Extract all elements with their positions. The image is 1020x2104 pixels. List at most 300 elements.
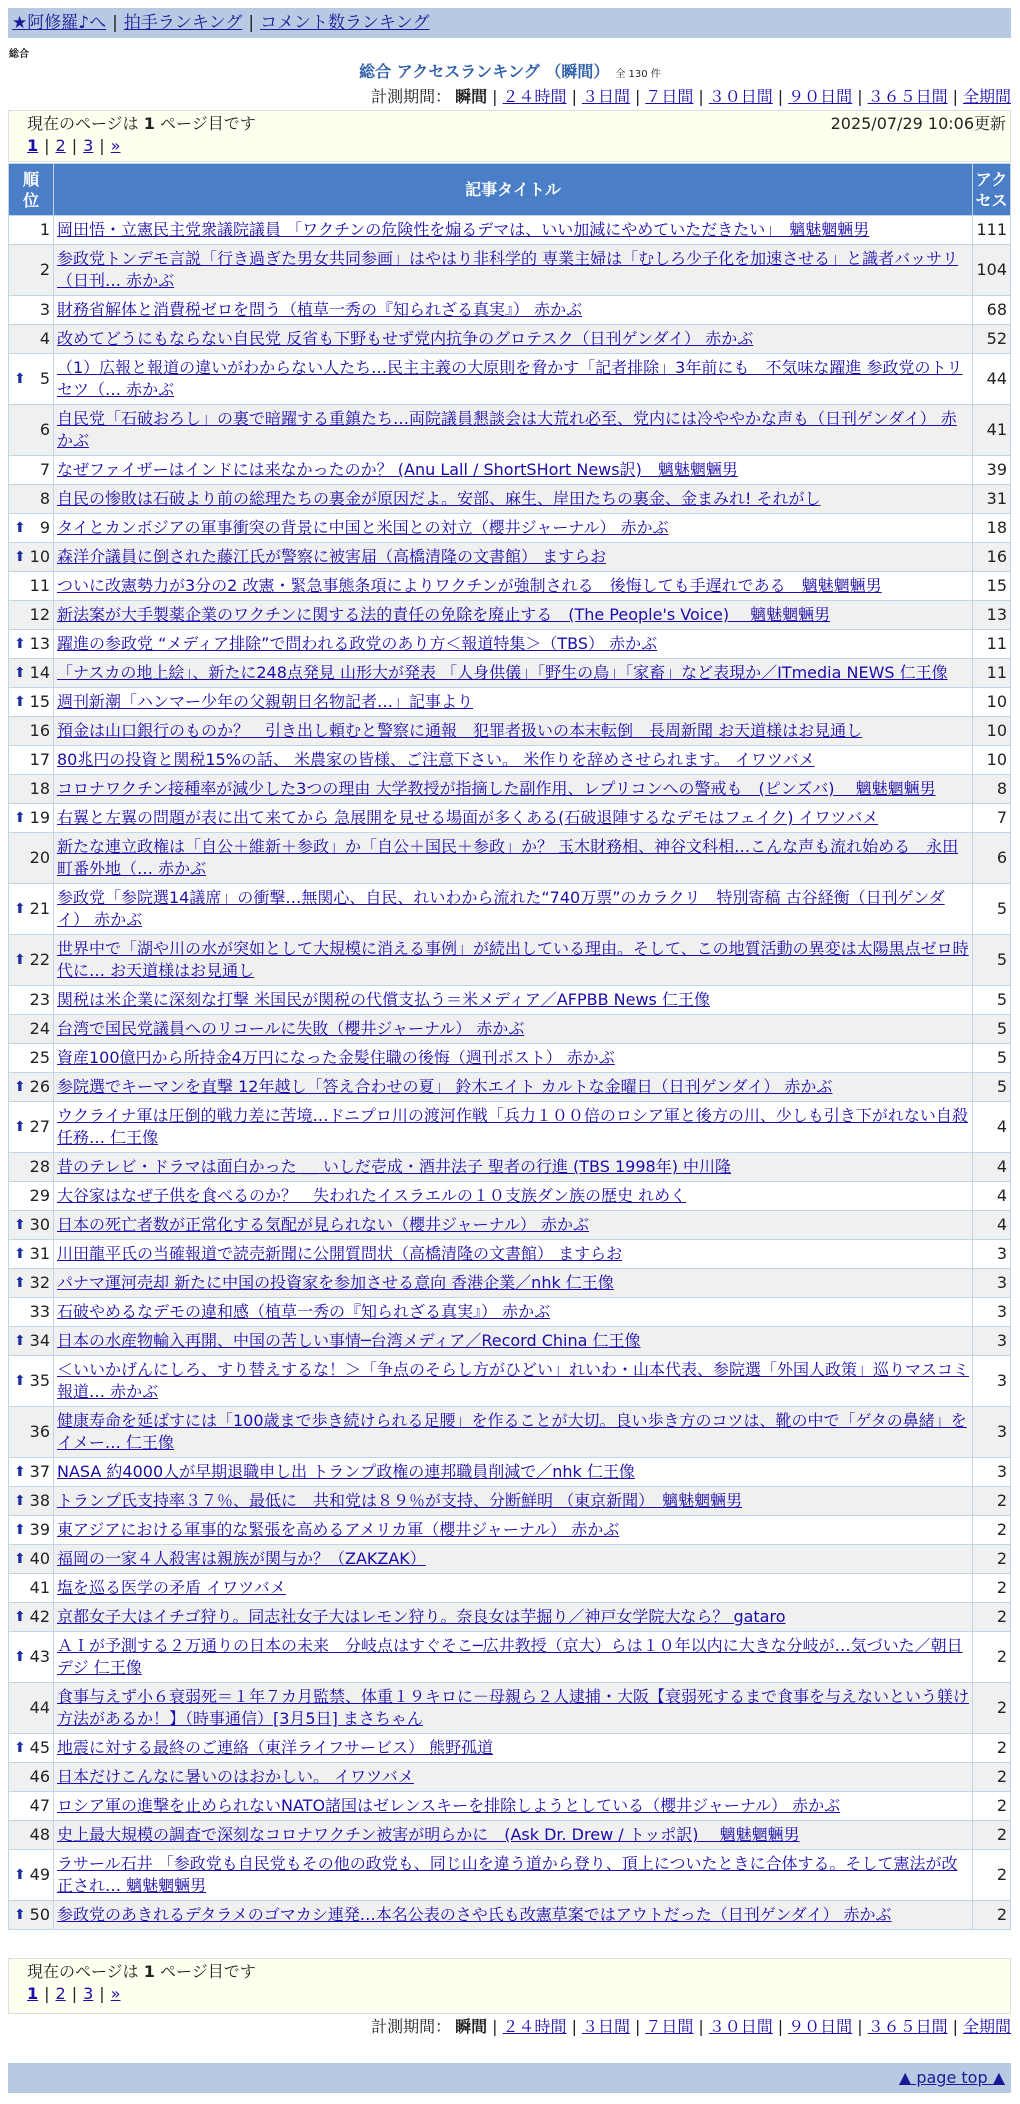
article-link[interactable]: 週刊新潮「ハンマー少年の父親朝日名物記者…」記事より bbox=[57, 692, 474, 711]
access-count: 2 bbox=[973, 1763, 1011, 1792]
title-cell bbox=[54, 746, 973, 775]
table-row bbox=[9, 1240, 1011, 1269]
up-arrow-icon: ⬆ bbox=[14, 1079, 26, 1095]
rank-cell bbox=[9, 1632, 54, 1683]
rank-cell bbox=[9, 1545, 54, 1574]
article-link[interactable]: （1）広報と報道の違いがわからない人たち…民主主義の大原則を脅かす「記者排除」3年前にも 不気味な躍進 参政党のトリセツ（… 赤かぶ bbox=[57, 358, 963, 399]
rank-number: 34 bbox=[29, 1331, 50, 1350]
title-cell bbox=[54, 1298, 973, 1327]
rank-number: 32 bbox=[29, 1273, 50, 1292]
rank-number: 4 bbox=[39, 329, 50, 348]
rank-cell bbox=[9, 296, 54, 325]
article-link[interactable]: 関税は米企業に深刻な打撃 米国民が関税の代償支払う＝米メディア／AFPBB News 仁王像 bbox=[57, 990, 710, 1009]
access-count: 3 bbox=[973, 1356, 1011, 1407]
article-link[interactable]: 預金は山口銀行のものか？ 引き出し頼むと警察に通報 犯罪者扱いの本末転倒 長周新聞 お天道様はお見通し bbox=[57, 721, 863, 740]
rank-number: 43 bbox=[29, 1647, 50, 1666]
title-cell bbox=[54, 1153, 973, 1182]
article-link[interactable]: 80兆円の投資と関税15%の話、 米農家の皆様、ご注意下さい。 米作りを辞めさせられます。 イワツバメ bbox=[57, 750, 815, 769]
period-link[interactable]: ９０日間 bbox=[788, 2017, 853, 2036]
article-link[interactable]: 自民党「石破おろし」の裏で暗躍する重鎮たち…両院議員懇談会は大荒れ必至、党内には冷ややかな声も（日刊ゲンダイ） 赤かぶ bbox=[57, 409, 957, 450]
access-count: 10 bbox=[973, 717, 1011, 746]
article-link[interactable]: 地震に対する最終のご連絡（東洋ライフサービス） 熊野孤道 bbox=[57, 1738, 494, 1757]
period-link[interactable]: ３０日間 bbox=[708, 2017, 773, 2036]
table-row bbox=[9, 1356, 1011, 1407]
period-separator: | bbox=[777, 2017, 784, 2036]
table-row bbox=[9, 572, 1011, 601]
article-link[interactable]: ラサール石井 「参政党も自民党もその他の政党も、同じ山を違う道から登り、頂上についたときに合体する。そして憲法が改正され… 魑魅魍魎男 bbox=[57, 1854, 958, 1895]
bottom-bar bbox=[8, 2063, 1011, 2093]
title-cell bbox=[54, 935, 973, 986]
access-count: 44 bbox=[973, 354, 1011, 405]
rank-number: 17 bbox=[29, 750, 50, 769]
rank-cell bbox=[9, 1356, 54, 1407]
rank-number: 28 bbox=[29, 1157, 50, 1176]
period-label: 計測期間： bbox=[371, 87, 452, 106]
rank-number: 8 bbox=[39, 489, 50, 508]
period-link[interactable]: 全期間 bbox=[962, 87, 1011, 106]
title-cell bbox=[54, 1850, 973, 1901]
title-cell bbox=[54, 216, 973, 245]
access-count: 5 bbox=[973, 1015, 1011, 1044]
period-link[interactable]: ７日間 bbox=[645, 2017, 694, 2036]
page-top-link[interactable]: ▲ page top ▲ bbox=[898, 2068, 1005, 2087]
rank-number: 42 bbox=[29, 1607, 50, 1626]
period-link[interactable]: ３６５日間 bbox=[867, 87, 948, 106]
category-label: 総合 bbox=[9, 49, 29, 60]
title-cell bbox=[54, 1356, 973, 1407]
ranking-table bbox=[8, 163, 1011, 1930]
rank-cell bbox=[9, 354, 54, 405]
title-cell bbox=[54, 601, 973, 630]
article-link[interactable]: 「ナスカの地上絵」、新たに248点発見 山形大が発表 「人身供儀」「野生の鳥」「家畜」など表現か／ITmedia NEWS 仁王像 bbox=[57, 663, 948, 682]
article-link[interactable]: ロシア軍の進撃を止められないNATO諸国はゼレンスキーを排除しようとしている（櫻井ジャーナル） 赤かぶ bbox=[57, 1796, 841, 1815]
period-link[interactable]: ７日間 bbox=[645, 87, 694, 106]
table-row bbox=[9, 514, 1011, 543]
table-row bbox=[9, 296, 1011, 325]
title-cell bbox=[54, 514, 973, 543]
title-cell bbox=[54, 1632, 973, 1683]
rank-cell bbox=[9, 1603, 54, 1632]
rank-number: 7 bbox=[39, 460, 50, 479]
access-count: 2 bbox=[973, 1821, 1011, 1850]
rank-cell bbox=[9, 485, 54, 514]
current-page-text: 現在のページは 1 ページ目です bbox=[27, 114, 256, 133]
rank-number: 1 bbox=[39, 220, 50, 239]
rank-cell bbox=[9, 1487, 54, 1516]
table-row bbox=[9, 1102, 1011, 1153]
title-cell bbox=[54, 1683, 973, 1734]
title-cell bbox=[54, 1073, 973, 1102]
access-count: 52 bbox=[973, 325, 1011, 354]
table-row bbox=[9, 1211, 1011, 1240]
rank-cell bbox=[9, 833, 54, 884]
access-count: 3 bbox=[973, 1240, 1011, 1269]
period-link[interactable]: 全期間 bbox=[962, 2017, 1011, 2036]
article-link[interactable]: トランプ氏支持率３７％、最低に 共和党は８９％が支持、分断鮮明 （東京新聞） 魑魅魍魎男 bbox=[57, 1491, 743, 1510]
title-cell bbox=[54, 485, 973, 514]
table-row bbox=[9, 1792, 1011, 1821]
rank-number: 11 bbox=[29, 576, 50, 595]
table-row bbox=[9, 1298, 1011, 1327]
article-link[interactable]: 塩を巡る医学の矛盾 イワツバメ bbox=[57, 1578, 286, 1597]
article-link[interactable]: 食事与えず小６衰弱死＝１年７カ月監禁、体重１９キロに－母親ら２人逮捕・大阪【衰弱死するまで食事を与えないという躾け方法があるか！】（時事通信）[3月5日] まさちゃん bbox=[57, 1687, 970, 1728]
rank-number: 38 bbox=[29, 1491, 50, 1510]
rank-number: 49 bbox=[29, 1865, 50, 1884]
table-row bbox=[9, 325, 1011, 354]
up-arrow-icon: ⬆ bbox=[14, 1464, 26, 1480]
rank-number: 45 bbox=[29, 1738, 50, 1757]
title-cell bbox=[54, 1487, 973, 1516]
rank-cell bbox=[9, 1683, 54, 1734]
table-row bbox=[9, 986, 1011, 1015]
table-row bbox=[9, 485, 1011, 514]
article-link[interactable]: 岡田悟・立憲民主党衆議院議員 「ワクチンの危険性を煽るデマは、いい加減にやめていただきたい」 魑魅魍魎男 bbox=[57, 220, 870, 239]
next-page-link[interactable]: » bbox=[110, 1984, 121, 2003]
title-cell bbox=[54, 1516, 973, 1545]
title-cell bbox=[54, 1901, 973, 1930]
title-cell bbox=[54, 1211, 973, 1240]
rank-cell bbox=[9, 775, 54, 804]
rank-number: 21 bbox=[29, 899, 50, 918]
table-row bbox=[9, 1683, 1011, 1734]
period-selector-bottom bbox=[371, 2016, 1011, 2038]
period-separator: | bbox=[571, 2017, 577, 2036]
rank-number: 14 bbox=[29, 663, 50, 682]
table-row bbox=[9, 833, 1011, 884]
rank-cell bbox=[9, 216, 54, 245]
table-row bbox=[9, 405, 1011, 456]
page-link[interactable]: 3 bbox=[83, 1984, 94, 2003]
col-title-header: 記事タイトル bbox=[54, 164, 973, 216]
article-link[interactable]: パナマ運河売却 新たに中国の投資家を参加させる意向 香港企業／nhk 仁王像 bbox=[57, 1273, 614, 1292]
article-link[interactable]: 参政党トンデモ言説「行き過ぎた男女共同参画」はやはり非科学的 専業主婦は「むしろ少子化を加速させる」と識者バッサリ（日刊… 赤かぶ bbox=[57, 249, 959, 290]
table-row bbox=[9, 1153, 1011, 1182]
title-cell bbox=[54, 688, 973, 717]
access-count: 4 bbox=[973, 1102, 1011, 1153]
access-count: 3 bbox=[973, 1407, 1011, 1458]
next-page-link[interactable]: » bbox=[110, 136, 121, 155]
period-active: 瞬間 bbox=[455, 2017, 488, 2036]
rank-number: 6 bbox=[39, 420, 50, 439]
table-row bbox=[9, 659, 1011, 688]
rank-cell bbox=[9, 935, 54, 986]
rank-number: 9 bbox=[39, 518, 50, 537]
table-row bbox=[9, 688, 1011, 717]
page-link[interactable]: 2 bbox=[55, 1984, 66, 2003]
rank-number: 16 bbox=[29, 721, 50, 740]
article-link[interactable]: 改めてどうにもならない自民党 反省も下野もせず党内抗争のグロテスク（日刊ゲンダイ） 赤かぶ bbox=[57, 329, 754, 348]
access-count: 2 bbox=[973, 1632, 1011, 1683]
rank-number: 19 bbox=[29, 808, 50, 827]
table-row bbox=[9, 1545, 1011, 1574]
period-separator: | bbox=[857, 2017, 863, 2036]
access-count: 3 bbox=[973, 1269, 1011, 1298]
article-link[interactable]: 資産100億円から所持金4万円になった金髪住職の後悔（週刊ポスト） 赤かぶ bbox=[57, 1048, 615, 1067]
up-arrow-icon: ⬆ bbox=[14, 665, 26, 681]
rank-number: 24 bbox=[29, 1019, 50, 1038]
article-link[interactable]: 新法案が大手製薬企業のワクチンに関する法的責任の免除を廃止する (The People's Voice) 魑魅魍魎男 bbox=[57, 605, 831, 624]
home-link[interactable]: ★阿修羅♪へ bbox=[12, 13, 107, 33]
article-link[interactable]: コロナワクチン接種率が減少した3つの理由 大学教授が指摘した副作用、レプリコンへの警戒も (ピンズバ) 魑魅魍魎男 bbox=[57, 779, 936, 798]
ranking-rows bbox=[9, 216, 1011, 1930]
access-count: 104 bbox=[973, 245, 1011, 296]
article-link[interactable]: 新たな連立政権は「自公＋維新＋参政」か「自公＋国民＋参政」か？ 玉木財務相、神谷文科相…こんな声も流れ始める 永田町番外地（… 赤かぶ bbox=[57, 837, 959, 878]
article-link[interactable]: 福岡の一家４人殺害は親族が関与か？（ZAKZAK） bbox=[57, 1549, 426, 1568]
period-separator: | bbox=[952, 87, 958, 106]
up-arrow-icon: ⬆ bbox=[14, 694, 26, 710]
title-cell bbox=[54, 659, 973, 688]
rank-cell bbox=[9, 1327, 54, 1356]
up-arrow-icon: ⬆ bbox=[14, 1493, 26, 1509]
rank-cell bbox=[9, 1015, 54, 1044]
table-row bbox=[9, 717, 1011, 746]
page-separator: | bbox=[99, 136, 105, 155]
access-count: 7 bbox=[973, 804, 1011, 833]
period-link[interactable]: ３日間 bbox=[581, 87, 630, 106]
period-separator: | bbox=[571, 87, 577, 106]
title-cell bbox=[54, 986, 973, 1015]
page-info-bottom bbox=[8, 1958, 1011, 2014]
title-cell bbox=[54, 1407, 973, 1458]
rank-cell bbox=[9, 514, 54, 543]
comment-ranking-link[interactable]: コメント数ランキング bbox=[260, 13, 430, 33]
article-link[interactable]: NASA 約4000人が早期退職申し出 トランプ政権の連邦職員削減で／nhk 仁王像 bbox=[57, 1462, 635, 1481]
access-count: 41 bbox=[973, 405, 1011, 456]
article-link[interactable]: タイとカンボジアの軍事衝突の背景に中国と米国との対立（櫻井ジャーナル） 赤かぶ bbox=[57, 518, 669, 537]
up-arrow-icon: ⬆ bbox=[14, 1740, 26, 1756]
rank-cell bbox=[9, 1458, 54, 1487]
pager-top bbox=[27, 135, 992, 157]
article-link[interactable]: 日本の水産物輸入再開、中国の苦しい事情─台湾メディア／Record China 仁王像 bbox=[57, 1331, 641, 1350]
rank-cell bbox=[9, 1298, 54, 1327]
access-count: 16 bbox=[973, 543, 1011, 572]
table-row bbox=[9, 775, 1011, 804]
rank-number: 37 bbox=[29, 1462, 50, 1481]
article-link[interactable]: 石破やめるなデモの違和感（植草一秀の『知られざる真実』） 赤かぶ bbox=[57, 1302, 551, 1321]
table-row bbox=[9, 1632, 1011, 1683]
up-arrow-icon: ⬆ bbox=[14, 1551, 26, 1567]
access-count: 3 bbox=[973, 1458, 1011, 1487]
period-link[interactable]: ３日間 bbox=[581, 2017, 630, 2036]
rank-number: 33 bbox=[29, 1302, 50, 1321]
page-separator: | bbox=[44, 1984, 50, 2003]
rank-number: 47 bbox=[29, 1796, 50, 1815]
period-separator: | bbox=[492, 87, 498, 106]
access-count: 111 bbox=[973, 216, 1011, 245]
rank-number: 13 bbox=[29, 634, 50, 653]
rank-cell bbox=[9, 659, 54, 688]
access-count: 5 bbox=[973, 935, 1011, 986]
access-count: 13 bbox=[973, 601, 1011, 630]
page-link-current[interactable]: 1 bbox=[27, 1984, 39, 2003]
total-count: 全 130 件 bbox=[615, 69, 661, 80]
access-count: 68 bbox=[973, 296, 1011, 325]
table-row bbox=[9, 1763, 1011, 1792]
rank-number: 39 bbox=[29, 1520, 50, 1539]
article-link[interactable]: ＜いいかげんにしろ、すり替えするな！＞「争点のそらし方がひどい」れいわ・山本代表、参院選「外国人政策」巡りマスコミ報道… 赤かぶ bbox=[57, 1360, 970, 1401]
rank-cell bbox=[9, 1574, 54, 1603]
table-row bbox=[9, 354, 1011, 405]
rank-cell bbox=[9, 1240, 54, 1269]
rank-cell bbox=[9, 1821, 54, 1850]
pager-bottom bbox=[27, 1983, 992, 2005]
period-label: 計測期間： bbox=[371, 2017, 452, 2036]
access-count: 39 bbox=[973, 456, 1011, 485]
article-link[interactable]: 昔のテレビ・ドラマは面白かった ＿ いしだ壱成・酒井法子 聖者の行進 (TBS 1998年) 中川隆 bbox=[57, 1157, 732, 1176]
table-row bbox=[9, 804, 1011, 833]
up-arrow-icon: ⬆ bbox=[14, 952, 26, 968]
rank-cell bbox=[9, 543, 54, 572]
period-link[interactable]: ３０日間 bbox=[708, 87, 773, 106]
access-count: 4 bbox=[973, 1211, 1011, 1240]
article-link[interactable]: ウクライナ軍は圧倒的戦力差に苦境…ドニプロ川の渡河作戦「兵力１００倍のロシア軍と後方の川、少しも引き下がれない自殺任務… 仁王像 bbox=[57, 1106, 968, 1147]
title-cell bbox=[54, 1458, 973, 1487]
access-count: 2 bbox=[973, 1516, 1011, 1545]
up-arrow-icon: ⬆ bbox=[14, 1246, 26, 1262]
table-row bbox=[9, 1901, 1011, 1930]
up-arrow-icon: ⬆ bbox=[14, 1907, 26, 1923]
access-count: 10 bbox=[973, 688, 1011, 717]
rank-cell bbox=[9, 601, 54, 630]
title-cell bbox=[54, 1545, 973, 1574]
rank-number: 50 bbox=[29, 1905, 50, 1924]
title-cell bbox=[54, 1763, 973, 1792]
rank-cell bbox=[9, 688, 54, 717]
article-link[interactable]: なぜファイザーはインドには来なかったのか？ (Anu Lall / ShortSHort News訳) 魑魅魍魎男 bbox=[57, 460, 738, 479]
article-link[interactable]: 大谷家はなぜ子供を食べるのか？ 失われたイスラエルの１０支族ダン族の歴史 れめく bbox=[57, 1186, 687, 1205]
article-link[interactable]: 健康寿命を延ばすには「100歳まで歩き続けられる足腰」を作ることが大切。良い歩き方のコツは、靴の中で「ゲタの鼻緒」をイメー… 仁王像 bbox=[57, 1411, 967, 1452]
current-page-text: 現在のページは 1 ページ目です bbox=[27, 1962, 256, 1981]
table-row bbox=[9, 1850, 1011, 1901]
rank-cell bbox=[9, 804, 54, 833]
title-cell bbox=[54, 1015, 973, 1044]
period-separator: | bbox=[634, 2017, 641, 2036]
up-arrow-icon: ⬆ bbox=[14, 549, 26, 565]
rank-number: 31 bbox=[29, 1244, 50, 1263]
table-row bbox=[9, 1182, 1011, 1211]
period-separator: | bbox=[698, 87, 704, 106]
table-row bbox=[9, 1073, 1011, 1102]
table-row bbox=[9, 884, 1011, 935]
article-link[interactable]: 東アジアにおける軍事的な緊張を高めるアメリカ軍（櫻井ジャーナル） 赤かぶ bbox=[57, 1520, 620, 1539]
title-cell bbox=[54, 833, 973, 884]
rank-cell bbox=[9, 1734, 54, 1763]
access-count: 5 bbox=[973, 986, 1011, 1015]
access-count: 4 bbox=[973, 1182, 1011, 1211]
table-row bbox=[9, 1487, 1011, 1516]
access-count: 2 bbox=[973, 1850, 1011, 1901]
rank-cell bbox=[9, 405, 54, 456]
article-link[interactable]: 川田龍平氏の当確報道で読売新聞に公開質問状（高橋清隆の文書館） ますらお bbox=[57, 1244, 623, 1263]
article-link[interactable]: 史上最大規模の調査で深刻なコロナワクチン被害が明らかに (Ask Dr. Drew / トッポ訳) 魑魅魍魎男 bbox=[57, 1825, 800, 1844]
article-link[interactable]: 京都女子大はイチゴ狩り。同志社女子大はレモン狩り。奈良女は芋掘り／神戸女学院大なら？ gataro bbox=[57, 1607, 786, 1626]
rank-number: 48 bbox=[29, 1825, 50, 1844]
page-link[interactable]: 2 bbox=[55, 136, 66, 155]
page-link[interactable]: 3 bbox=[83, 136, 94, 155]
clap-ranking-link[interactable]: 拍手ランキング bbox=[123, 13, 243, 33]
rank-cell bbox=[9, 1073, 54, 1102]
article-link[interactable]: 日本の死亡者数が正常化する気配が見られない（櫻井ジャーナル） 赤かぶ bbox=[57, 1215, 589, 1234]
article-link[interactable]: 右翼と左翼の問題が表に出て来てから 急展開を見せる場面が多くある(石破退陣するなデモはフェイク) イワツバメ bbox=[57, 808, 879, 827]
up-arrow-icon: ⬆ bbox=[14, 1522, 26, 1538]
period-separator: | bbox=[492, 2017, 498, 2036]
rank-cell bbox=[9, 1516, 54, 1545]
nav-separator: | bbox=[112, 13, 118, 33]
access-count: 4 bbox=[973, 1153, 1011, 1182]
rank-cell bbox=[9, 1044, 54, 1073]
access-count: 2 bbox=[973, 1487, 1011, 1516]
article-link[interactable]: 世界中で「湖や川の水が突如として大規模に消える事例」が続出している理由。そして、この地質活動の異変は太陽黒点ゼロ時代に… お天道様はお見通し bbox=[57, 939, 969, 980]
page-title bbox=[0, 62, 1020, 85]
rank-number: 5 bbox=[39, 369, 50, 388]
rank-number: 30 bbox=[29, 1215, 50, 1234]
period-link[interactable]: ９０日間 bbox=[788, 87, 853, 106]
table-row bbox=[9, 1044, 1011, 1073]
title-cell bbox=[54, 1734, 973, 1763]
page-link-current[interactable]: 1 bbox=[27, 136, 39, 155]
period-separator: | bbox=[952, 2017, 958, 2036]
rank-cell bbox=[9, 1182, 54, 1211]
access-count: 5 bbox=[973, 1073, 1011, 1102]
table-row bbox=[9, 1407, 1011, 1458]
access-count: 2 bbox=[973, 1545, 1011, 1574]
access-count: 8 bbox=[973, 775, 1011, 804]
table-row bbox=[9, 245, 1011, 296]
table-row bbox=[9, 1269, 1011, 1298]
up-arrow-icon: ⬆ bbox=[14, 1649, 26, 1665]
access-count: 2 bbox=[973, 1901, 1011, 1930]
page-title-text: 総合 アクセスランキング （瞬間） bbox=[359, 62, 610, 81]
access-count: 2 bbox=[973, 1574, 1011, 1603]
article-link[interactable]: 躍進の参政党 “メディア排除”で問われる政党のあり方＜報道特集＞（TBS） 赤かぶ bbox=[57, 634, 658, 653]
rank-number: 3 bbox=[39, 300, 50, 319]
table-row bbox=[9, 1327, 1011, 1356]
top-nav bbox=[8, 8, 1011, 38]
period-active: 瞬間 bbox=[455, 87, 488, 106]
table-row bbox=[9, 746, 1011, 775]
article-link[interactable]: 森洋介議員に倒された藤江氏が警察に被害届（高橋清隆の文書館） ますらお bbox=[57, 547, 607, 566]
access-count: 2 bbox=[973, 1683, 1011, 1734]
rank-number: 15 bbox=[29, 692, 50, 711]
period-link[interactable]: ２４時間 bbox=[502, 87, 567, 106]
rank-cell bbox=[9, 1211, 54, 1240]
article-link[interactable]: 自民の惨敗は石破より前の総理たちの裏金が原因だよ。安部、麻生、岸田たちの裏金、金まみれ! それがし bbox=[57, 489, 821, 508]
period-link[interactable]: ３６５日間 bbox=[867, 2017, 948, 2036]
title-cell bbox=[54, 717, 973, 746]
access-count: 3 bbox=[973, 1298, 1011, 1327]
article-link[interactable]: 参政党「参院選14議席」の衝撃…無関心、自民、れいわから流れた“740万票”のカラクリ 特別寄稿 古谷経衡（日刊ゲンダイ） 赤かぶ bbox=[57, 888, 945, 929]
article-link[interactable]: ついに改憲勢力が3分の2 改憲・緊急事態条項によりワクチンが強制される 後悔しても手遅れである 魑魅魍魎男 bbox=[57, 576, 882, 595]
article-link[interactable]: ＡＩが予測する２万通りの日本の未来 分岐点はすぐそこ─広井教授（京大）らは１０年以内に大きな分岐が…気づいた／朝日デジ 仁王像 bbox=[57, 1636, 963, 1677]
access-count: 2 bbox=[973, 1603, 1011, 1632]
rank-cell bbox=[9, 245, 54, 296]
article-link[interactable]: 日本だけこんなに暑いのはおかしい。 イワツバメ bbox=[57, 1767, 414, 1786]
rank-cell bbox=[9, 630, 54, 659]
rank-cell bbox=[9, 986, 54, 1015]
article-link[interactable]: 参院選でキーマンを直撃 12年越し「答え合わせの夏」 鈴木エイト カルトな金曜日（日刊ゲンダイ） 赤かぶ bbox=[57, 1077, 833, 1096]
article-link[interactable]: 参政党のあきれるデタラメのゴマカシ連発…本名公表のさや氏も改憲草案ではアウトだった（日刊ゲンダイ） 赤かぶ bbox=[57, 1905, 892, 1924]
article-link[interactable]: 財務省解体と消費税ゼロを問う（植草一秀の『知られざる真実』） 赤かぶ bbox=[57, 300, 583, 319]
rank-cell bbox=[9, 884, 54, 935]
title-cell bbox=[54, 630, 973, 659]
rank-cell bbox=[9, 746, 54, 775]
up-arrow-icon: ⬆ bbox=[14, 901, 26, 917]
table-row bbox=[9, 1574, 1011, 1603]
table-row bbox=[9, 1734, 1011, 1763]
up-arrow-icon: ⬆ bbox=[14, 1217, 26, 1233]
article-link[interactable]: 台湾で国民党議員へのリコールに失敗（櫻井ジャーナル） 赤かぶ bbox=[57, 1019, 525, 1038]
period-link[interactable]: ２４時間 bbox=[502, 2017, 567, 2036]
